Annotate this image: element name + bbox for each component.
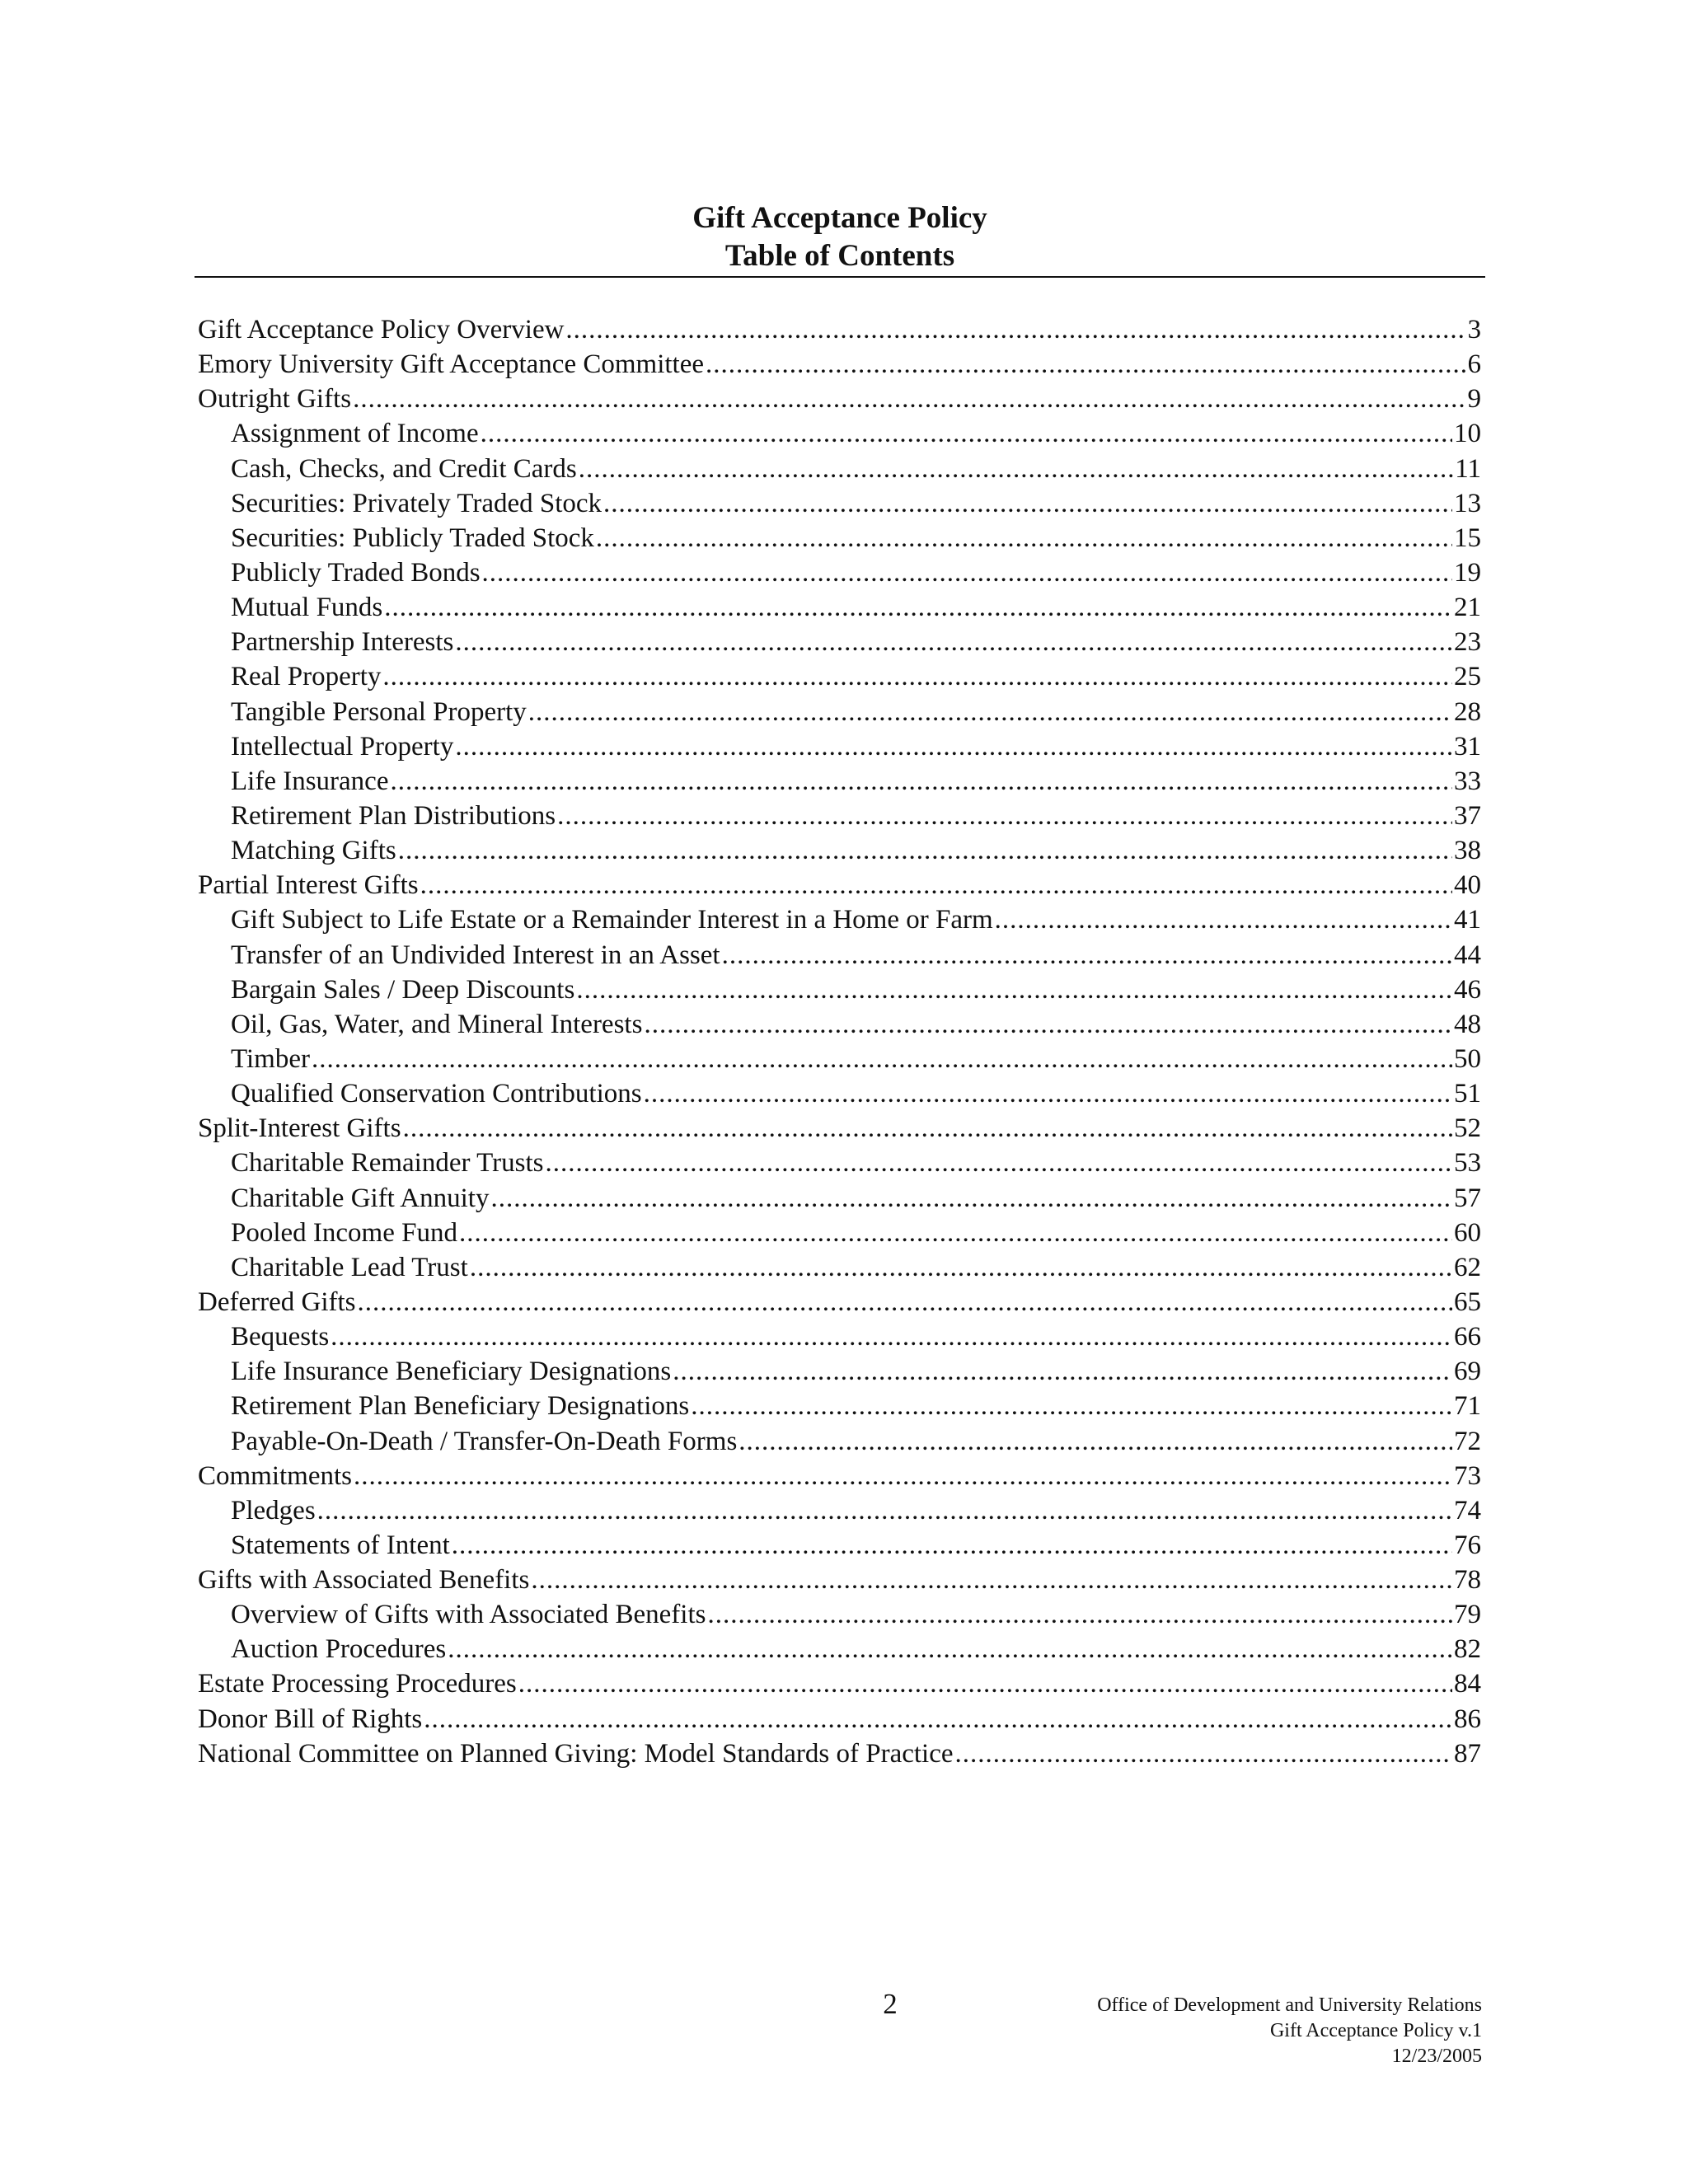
toc-entry-title: Pooled Income Fund (231, 1217, 457, 1248)
toc-dot-leader (331, 1319, 1452, 1354)
toc-entry-title: Life Insurance Beneficiary Designations (231, 1357, 672, 1387)
toc-entry (198, 1424, 1481, 1459)
toc-entry-title: Commitments (198, 1460, 353, 1491)
toc-entry (198, 1042, 1481, 1076)
toc-entry-page: 48 (1454, 1009, 1481, 1039)
toc-dot-leader (565, 312, 1465, 347)
header-divider (195, 276, 1485, 278)
toc-dot-leader (390, 764, 1452, 799)
toc-dot-leader (312, 1042, 1452, 1076)
toc-entry (198, 1076, 1481, 1111)
toc-entry-page: 11 (1455, 453, 1481, 484)
toc-entry (198, 1666, 1481, 1701)
toc-entry-title: Payable-On-Death / Transfer-On-Death Forms (231, 1426, 738, 1456)
toc-entry-page: 38 (1454, 836, 1481, 866)
toc-entry-page: 66 (1454, 1322, 1481, 1352)
toc-entry (198, 312, 1481, 347)
toc-entry (198, 625, 1481, 659)
toc-entry-page: 46 (1454, 974, 1481, 1005)
toc-dot-leader (691, 1389, 1452, 1423)
toc-entry-page: 82 (1454, 1634, 1481, 1665)
toc-entry (198, 1285, 1481, 1319)
toc-dot-leader (579, 452, 1453, 486)
toc-entry-title: Outright Gifts (198, 384, 352, 415)
toc-entry (198, 1250, 1481, 1285)
toc-entry-title: Deferred Gifts (198, 1286, 356, 1317)
toc-entry-title: Tangible Personal Property (231, 696, 527, 727)
toc-entry (198, 1597, 1481, 1632)
toc-entry-title: Statements of Intent (231, 1530, 450, 1560)
toc-entry-title: Overview of Gifts with Associated Benefits (231, 1600, 706, 1630)
toc-entry-title: Charitable Lead Trust (231, 1252, 468, 1282)
toc-entry-page: 72 (1454, 1426, 1481, 1456)
toc-entry-page: 9 (1467, 384, 1481, 415)
toc-entry (198, 868, 1481, 902)
toc-entry (198, 1702, 1481, 1736)
toc-entry-page: 76 (1454, 1530, 1481, 1560)
toc-dot-leader (955, 1736, 1453, 1771)
toc-entry (198, 1181, 1481, 1216)
toc-dot-leader (482, 555, 1452, 590)
toc-entry (198, 486, 1481, 521)
toc-entry (198, 416, 1481, 451)
toc-dot-leader (531, 1563, 1452, 1597)
toc-entry-page: 78 (1454, 1565, 1481, 1596)
toc-entry-title: Cash, Checks, and Credit Cards (231, 453, 577, 484)
toc-entry-title: Securities: Privately Traded Stock (231, 488, 603, 518)
toc-entry-page: 74 (1454, 1495, 1481, 1526)
toc-entry-title: Auction Procedures (231, 1634, 447, 1665)
footer-info (905, 1993, 1482, 2069)
toc-entry-title: Life Insurance (231, 766, 389, 796)
toc-dot-leader (673, 1354, 1452, 1389)
toc-entry (198, 1111, 1481, 1146)
toc-entry (198, 1146, 1481, 1180)
toc-dot-leader (452, 1528, 1452, 1563)
toc-entry (198, 1563, 1481, 1597)
toc-dot-leader (707, 1597, 1452, 1632)
toc-entry-page: 52 (1454, 1113, 1481, 1144)
toc-dot-leader (455, 729, 1452, 764)
toc-dot-leader (424, 1702, 1452, 1736)
toc-entry-page: 84 (1454, 1669, 1481, 1699)
document-header (195, 199, 1485, 275)
toc-entry (198, 590, 1481, 625)
toc-entry-page: 21 (1454, 593, 1481, 623)
footer-office: Office of Development and University Relations (1097, 1994, 1482, 2016)
toc-entry (198, 729, 1481, 764)
toc-dot-leader (528, 695, 1452, 729)
toc-entry-title: Qualified Conservation Contributions (231, 1079, 642, 1109)
toc-dot-leader (995, 902, 1452, 937)
toc-entry (198, 659, 1481, 694)
toc-entry-page: 23 (1454, 627, 1481, 658)
document-subtitle: Table of Contents (724, 239, 955, 273)
toc-entry-title: Charitable Remainder Trusts (231, 1148, 544, 1179)
table-of-contents (198, 312, 1481, 1771)
toc-entry-page: 60 (1454, 1217, 1481, 1248)
toc-entry-page: 33 (1454, 766, 1481, 796)
document-title: Gift Acceptance Policy (692, 201, 987, 235)
toc-entry (198, 1632, 1481, 1666)
toc-entry-page: 31 (1454, 731, 1481, 762)
toc-entry-title: Timber (231, 1043, 310, 1074)
toc-entry (198, 1319, 1481, 1354)
toc-entry-page: 15 (1454, 523, 1481, 553)
toc-entry-page: 44 (1454, 940, 1481, 970)
toc-entry-page: 50 (1454, 1043, 1481, 1074)
toc-entry-title: Bargain Sales / Deep Discounts (231, 974, 575, 1005)
toc-entry-page: 19 (1454, 557, 1481, 588)
toc-dot-leader (738, 1424, 1452, 1459)
toc-dot-leader (557, 799, 1452, 833)
toc-dot-leader (354, 1459, 1452, 1493)
toc-dot-leader (490, 1181, 1452, 1216)
toc-entry (198, 1216, 1481, 1250)
toc-entry (198, 1528, 1481, 1563)
toc-entry-title: National Committee on Planned Giving: Model Standards of Practice (198, 1738, 954, 1769)
toc-entry (198, 833, 1481, 868)
toc-entry (198, 1459, 1481, 1493)
toc-entry-title: Real Property (231, 662, 382, 692)
toc-entry-title: Oil, Gas, Water, and Mineral Interests (231, 1009, 643, 1039)
toc-entry-page: 6 (1467, 349, 1481, 380)
toc-dot-leader (398, 833, 1452, 868)
toc-entry-page: 86 (1454, 1704, 1481, 1734)
toc-entry-title: Mutual Funds (231, 593, 383, 623)
toc-dot-leader (384, 590, 1452, 625)
toc-entry-page: 57 (1454, 1183, 1481, 1213)
toc-dot-leader (470, 1250, 1452, 1285)
toc-entry-page: 51 (1454, 1079, 1481, 1109)
toc-entry-page: 10 (1454, 419, 1481, 449)
toc-entry (198, 902, 1481, 937)
toc-entry-title: Pledges (231, 1495, 316, 1526)
toc-entry (198, 972, 1481, 1007)
toc-entry-title: Bequests (231, 1322, 330, 1352)
toc-entry-page: 41 (1454, 905, 1481, 935)
toc-dot-leader (448, 1632, 1452, 1666)
toc-dot-leader (358, 1285, 1453, 1319)
toc-entry-page: 13 (1454, 488, 1481, 518)
toc-entry-title: Partnership Interests (231, 627, 454, 658)
toc-entry-page: 65 (1454, 1286, 1481, 1317)
toc-entry (198, 764, 1481, 799)
toc-entry-page: 79 (1454, 1600, 1481, 1630)
toc-dot-leader (603, 486, 1452, 521)
toc-entry-title: Charitable Gift Annuity (231, 1183, 490, 1213)
toc-dot-leader (644, 1076, 1452, 1111)
toc-entry-page: 69 (1454, 1357, 1481, 1387)
toc-dot-leader (576, 972, 1452, 1007)
toc-entry-page: 62 (1454, 1252, 1481, 1282)
toc-entry (198, 347, 1481, 382)
toc-entry-title: Gifts with Associated Benefits (198, 1565, 530, 1596)
toc-dot-leader (722, 938, 1452, 972)
toc-entry-title: Retirement Plan Beneficiary Designations (231, 1391, 690, 1422)
toc-entry-title: Partial Interest Gifts (198, 870, 419, 901)
toc-dot-leader (481, 416, 1452, 451)
toc-dot-leader (596, 521, 1452, 555)
toc-entry-title: Donor Bill of Rights (198, 1704, 423, 1734)
toc-entry (198, 1736, 1481, 1771)
toc-entry (198, 1493, 1481, 1528)
toc-entry-page: 28 (1454, 696, 1481, 727)
page-number: 2 (883, 1988, 898, 2020)
toc-entry (198, 452, 1481, 486)
toc-dot-leader (317, 1493, 1452, 1528)
toc-dot-leader (459, 1216, 1452, 1250)
toc-dot-leader (382, 659, 1452, 694)
toc-entry-title: Estate Processing Procedures (198, 1669, 517, 1699)
toc-entry-title: Split-Interest Gifts (198, 1113, 401, 1144)
toc-entry (198, 1007, 1481, 1042)
toc-entry-page: 37 (1454, 800, 1481, 831)
toc-entry-title: Securities: Publicly Traded Stock (231, 523, 594, 553)
toc-entry (198, 1354, 1481, 1389)
toc-entry-page: 87 (1454, 1738, 1481, 1769)
toc-entry-page: 71 (1454, 1391, 1481, 1422)
toc-dot-leader (455, 625, 1452, 659)
toc-entry-title: Retirement Plan Distributions (231, 800, 556, 831)
toc-entry-title: Gift Acceptance Policy Overview (198, 315, 565, 344)
toc-entry-page: 73 (1454, 1460, 1481, 1491)
toc-entry-title: Intellectual Property (231, 731, 454, 762)
footer-date: 12/23/2005 (1391, 2046, 1482, 2067)
toc-entry-title: Transfer of an Undivided Interest in an Asset (231, 940, 720, 970)
toc-entry (198, 382, 1481, 416)
toc-entry-page: 40 (1454, 870, 1481, 901)
toc-entry-page: 25 (1454, 662, 1481, 692)
toc-entry-title: Publicly Traded Bonds (231, 557, 481, 588)
toc-entry (198, 695, 1481, 729)
toc-entry (198, 1389, 1481, 1423)
toc-entry (198, 555, 1481, 590)
toc-entry-title: Gift Subject to Life Estate or a Remainder Interest in a Home or Farm (231, 905, 993, 935)
toc-dot-leader (518, 1666, 1452, 1701)
toc-dot-leader (420, 868, 1452, 902)
toc-entry-title: Assignment of Income (231, 419, 479, 449)
toc-dot-leader (706, 347, 1466, 382)
toc-entry-title: Emory University Gift Acceptance Committee (198, 349, 704, 380)
toc-dot-leader (545, 1146, 1452, 1180)
toc-entry-page: 53 (1454, 1148, 1481, 1179)
toc-entry-page: 3 (1467, 315, 1481, 344)
toc-dot-leader (353, 382, 1465, 416)
toc-entry (198, 521, 1481, 555)
toc-entry (198, 799, 1481, 833)
toc-entry-title: Matching Gifts (231, 836, 396, 866)
footer-policy-version: Gift Acceptance Policy v.1 (1269, 2020, 1482, 2041)
toc-dot-leader (403, 1111, 1452, 1146)
toc-entry (198, 938, 1481, 972)
toc-dot-leader (644, 1007, 1452, 1042)
